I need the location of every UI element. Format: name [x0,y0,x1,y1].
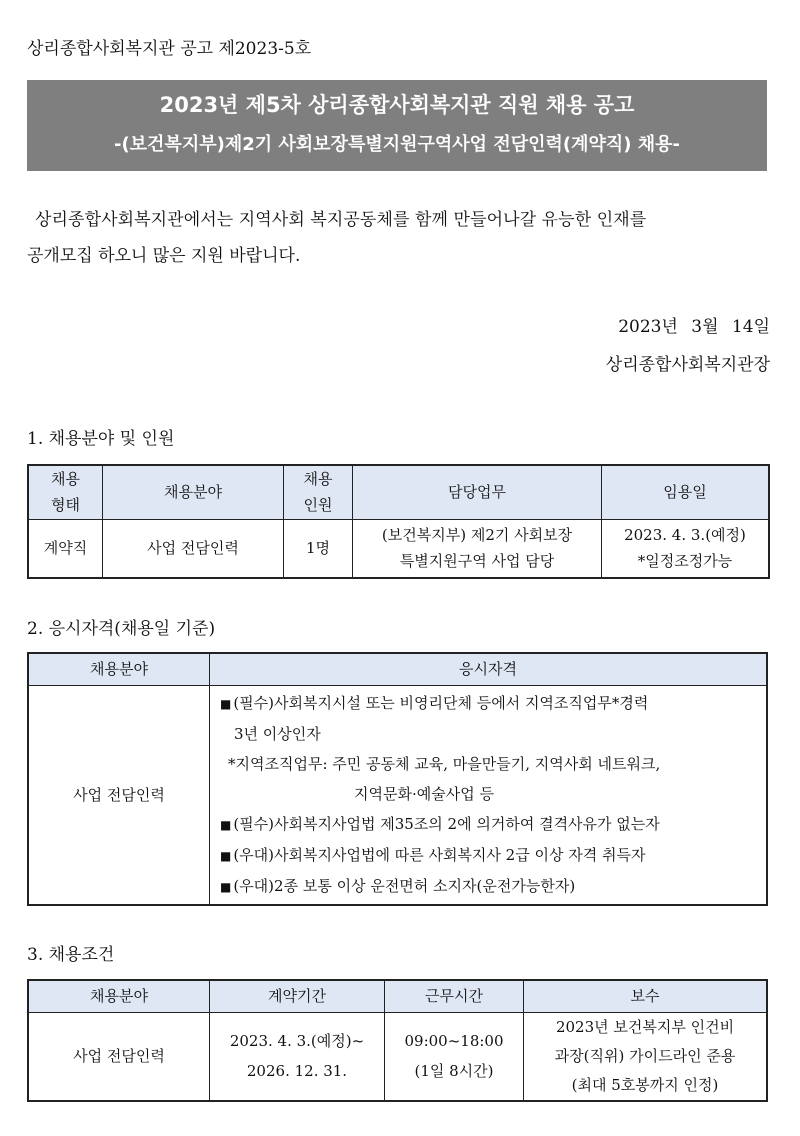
page-title: 2023년 제5차 상리종합사회복지관 직원 채용 공고 [159,93,635,117]
header-qualification: 응시자격 [210,653,768,685]
header-pay: 보수 [524,980,768,1012]
intro-line-1: 상리종합사회복지관에서는 지역사회 복지공동체를 함께 만들어나갈 유능한 인재를 [35,210,647,230]
conditions-table [27,979,768,1102]
qualification-list [210,685,768,905]
qualification-item: ■ (필수)사회복지시설 또는 비영리단체 등에서 지역조직업무*경력 [220,693,649,712]
page-subtitle: -(보건복지부)제2기 사회보장특별지원구역사업 전담인력(계약직) 채용- [113,134,681,155]
cell-contract-period: 2023. 4. 3.(예정)~ 2026. 12. 31. [210,1012,385,1101]
intro-line-2: 공개모집 하오니 많은 지원 바랍니다. [27,246,301,266]
qualification-item: ■ (우대)사회복지사업법에 따른 사회복지사 2급 이상 자격 취득자 [220,845,646,864]
cell-work-hours: 09:00~18:00 (1일 8시간) [385,1012,524,1101]
header-field: 채용분야 [28,980,210,1012]
header-start-date: 임용일 [602,465,770,519]
section-3-title: 3. 채용조건 [27,945,115,965]
notice-date: 2023년 3월 14일 [618,317,770,337]
qualification-table [27,652,768,906]
title-banner [27,80,767,171]
header-employment-type: 채용 형태 [28,465,103,519]
header-field: 채용분야 [103,465,284,519]
cell-field: 사업 전담인력 [28,1012,210,1101]
qualification-item: ■ (필수)사회복지사업법 제35조의 2에 의거하여 결격사유가 없는자 [220,814,660,833]
issuer-name: 상리종합사회복지관장 [605,355,770,375]
cell-field: 사업 전담인력 [103,519,284,578]
header-contract-period: 계약기간 [210,980,385,1012]
qualification-note: *지역조직업무: 주민 공동체 교육, 마을만들기, 지역사회 네트워크, [228,754,661,773]
header-field: 채용분야 [28,653,210,685]
section-1-title: 1. 채용분야 및 인원 [27,429,175,449]
qualification-item: ■ (우대)2종 보통 이상 운전면허 소지자(운전가능한자) [220,876,576,895]
cell-duty: (보건복지부) 제2기 사회보장 특별지원구역 사업 담당 [353,519,602,578]
header-work-hours: 근무시간 [385,980,524,1012]
cell-employment-type: 계약직 [28,519,103,578]
intro-paragraph [27,202,772,274]
header-headcount: 채용 인원 [284,465,353,519]
recruitment-table [27,464,770,579]
qualification-note-continued: 지역문화·예술사업 등 [354,784,494,803]
cell-headcount: 1명 [284,519,353,578]
cell-pay: 2023년 보건복지부 인건비 과장(직위) 가이드라인 준용 (최대 5호봉까지 인정) [524,1012,768,1101]
header-duty: 담당업무 [353,465,602,519]
notice-number: 상리종합사회복지관 공고 제2023-5호 [27,39,312,59]
qualification-item-continued: 3년 이상인자 [234,724,321,743]
section-2-title: 2. 응시자격(채용일 기준) [27,619,216,639]
cell-field: 사업 전담인력 [28,685,210,905]
cell-start-date: 2023. 4. 3.(예정) *일정조정가능 [602,519,770,578]
